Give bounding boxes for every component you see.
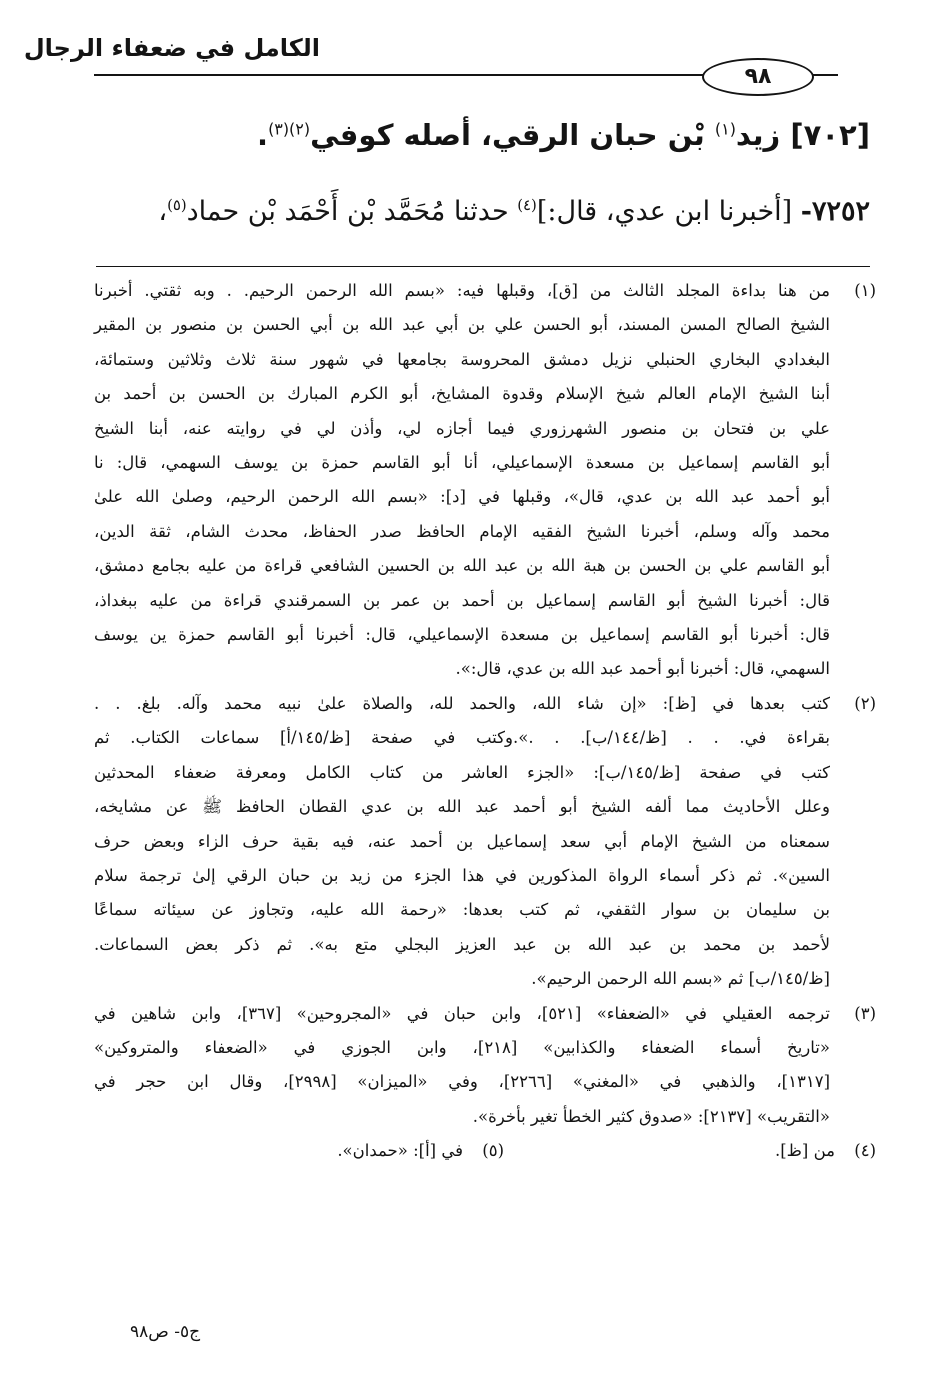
- footnote-line: بقراءة في. . . [ظ/١٤٤/ب]. . .».وكتب في صفحة [ظ/١٤٥/أ] سماعات الكتاب. ثم: [94, 728, 830, 748]
- footnote-line: قال: أخبرنا الشيخ أبو القاسم إسماعيل بن أحمد بن عمر بن السمرقندي قراءة من عليه ببغداذ،: [94, 590, 830, 610]
- footnote-3: [94, 997, 876, 1135]
- footnote-line: محمد وآله وسلم، أخبرنا الشيخ الفقيه الإمام الحافظ صدر الحفاظ، محدث الشام، ثقة الدين،: [94, 521, 830, 541]
- hadith-line: [158, 196, 870, 227]
- entry-number: [٧٠٢]: [790, 118, 870, 152]
- footnote-line: الشيخ الصالح المسن المسند، أبو الحسن علي بن أبي عبد الله بن أبي الحسن بن منصور بن المقير: [94, 315, 830, 335]
- entry-heading: [257, 118, 870, 152]
- footnote-1: [94, 274, 876, 687]
- footnote-marker: (٢): [854, 693, 876, 713]
- footnote-ref-1[interactable]: (١): [714, 119, 736, 139]
- hadith-number: ٧٢٥٢-: [800, 196, 870, 227]
- footnotes: [94, 274, 876, 1170]
- footnote-line: البغدادي البخاري الحنبلي نزيل دمشق المحروسة بجامعها في شهور سنة ثلاث وثلاثين وستمائة،: [94, 349, 830, 369]
- footnote-line: بن سليمان بن سوار الثقفي، ثم كتب بعدها: «رحمة الله عليه، وتجاوز عن سيئاته سماعًا: [94, 900, 830, 920]
- footnote-marker: (١): [854, 281, 876, 300]
- footnote-line: «التقريب» [٢١٣٧]: «صدوق كثير الخطأ تغير بأخرة».: [472, 1106, 830, 1126]
- footnote-line: أبو أحمد عبد الله بن عدي، قال»، وقبلها في [د]: «بسم الله الرحمن الرحيم، وصلىٰ الله علىٰ: [94, 487, 830, 507]
- entry-name-rest: بْن حبان الرقي، أصله كوفي: [310, 118, 705, 152]
- footnote-line: [ظ/١٤٥/ب] ثم «بسم الله الرحمن الرحيم».: [531, 969, 830, 989]
- footnote-4: [775, 1134, 876, 1168]
- footnote-marker: (٥): [482, 1141, 504, 1161]
- footnote-line: أبنا الشيخ الإمام العالم شيخ الإسلام وقدوة المشايخ، أبو الكرم المبارك بن الحسن بن أحمد بن: [94, 384, 830, 404]
- page-number-badge: ٩٨: [702, 58, 814, 96]
- footnote-marker: (٤): [854, 1141, 876, 1161]
- footnote-line: كتب في صفحة [ظ/١٤٥/ب]: «الجزء العاشر من كتاب الكامل ومعرفة ضعفاء المحدثين: [94, 762, 830, 782]
- footnote-line: أبو القاسم إسماعيل بن مسعدة الإسماعيلي، أنا أبو القاسم حمزة بن يوسف السهمي، قال: نا: [94, 453, 830, 473]
- footnote-marker: (٣): [854, 1003, 876, 1023]
- footnote-2: [94, 687, 876, 997]
- hadith-text-a: [أخبرنا ابن عدي، قال:]: [536, 196, 793, 227]
- footnote-5: [337, 1134, 504, 1168]
- footnote-ref-2-3[interactable]: (٢)(٣): [268, 119, 311, 139]
- footnote-text: في [أ]: «حمدان».: [337, 1141, 463, 1161]
- page-reference: ج٥- ص٩٨: [130, 1322, 201, 1342]
- footnote-line: سمعناه من الشيخ الإمام أبي سعد إسماعيل بن أحمد عنه، فيه بقية حرف الزاء وبعض حرف: [94, 831, 830, 851]
- footnotes-4-5: [94, 1134, 876, 1170]
- footnote-line: السين». ثم ذكر أسماء الرواة المذكورين في هذا الجزء من زيد بن حبان الرقي إلىٰ ترجمة سلام: [94, 865, 830, 885]
- footnote-separator: [96, 266, 870, 267]
- footnote-line: وعلل الأحاديث مما ألفه الشيخ أبو أحمد عبد الله بن عدي القطان الحافظ ﷺ عن مشايخه،: [94, 797, 830, 817]
- footnote-line: كتب بعدها في [ظ]: «إن شاء الله، والحمد لله، والصلاة علىٰ نبيه محمد وآله. بلغ. . .: [94, 693, 830, 713]
- hadith-text-b: حدثنا مُحَمَّد بْن أَحْمَد بْن حماد: [186, 196, 509, 227]
- footnote-line: ترجمه العقيلي في «الضعفاء» [٥٢١]، وابن حبان في «المجروحين» [٣٦٧]، وابن شاهين في: [94, 1003, 830, 1023]
- footnote-line: قال: أخبرنا أبو القاسم إسماعيل بن مسعدة الإسماعيلي، قال: أخبرنا أبو القاسم حمزة ين يوسف: [94, 625, 830, 645]
- footnote-line: لأحمد بن محمد بن عبد الله بن عبد العزيز البجلي متع به». ثم ذكر بعض السماعات.: [94, 934, 830, 954]
- footnote-line: أبو القاسم علي بن الحسن بن هبة الله بن عبد الله بن الحسين الشافعي قراءة من عليه بجامع دمشق،: [94, 556, 830, 576]
- entry-end: .: [257, 118, 269, 152]
- footnote-line: من هنا بداءة المجلد الثالث من [ق]، وقبلها فيه: «بسم الله الرحمن الرحيم. . وبه ثقتي. أخبرنا: [94, 281, 830, 300]
- hadith-end: ،: [158, 196, 168, 227]
- footnote-line: علي بن فتحان بن منصور الشهرزوري فيما أجازه لي، وأذن لي في روايته عنه، أبنا الشيخ: [94, 418, 830, 438]
- footnote-ref-4[interactable]: (٤): [517, 196, 537, 214]
- running-header-title: الكامل في ضعفاء الرجال: [23, 34, 320, 62]
- footnote-line: [١٣١٧]، والذهبي في «المغني» [٢٢٦٦]، وفي «الميزان» [٢٩٩٨]، وقال ابن حجر في: [94, 1072, 830, 1092]
- footnote-text: من [ظ].: [774, 1141, 835, 1161]
- footnote-line: «تاريخ أسماء الضعفاء والكذابين» [٢١٨]، وابن الجوزي في «الضعفاء والمتروكين»: [94, 1037, 830, 1057]
- entry-name: زيد: [735, 118, 781, 152]
- footnote-line: السهمي، قال: أخبرنا أبو أحمد عبد الله بن عدي، قال:».: [455, 659, 830, 679]
- footnote-ref-5[interactable]: (٥): [167, 196, 187, 214]
